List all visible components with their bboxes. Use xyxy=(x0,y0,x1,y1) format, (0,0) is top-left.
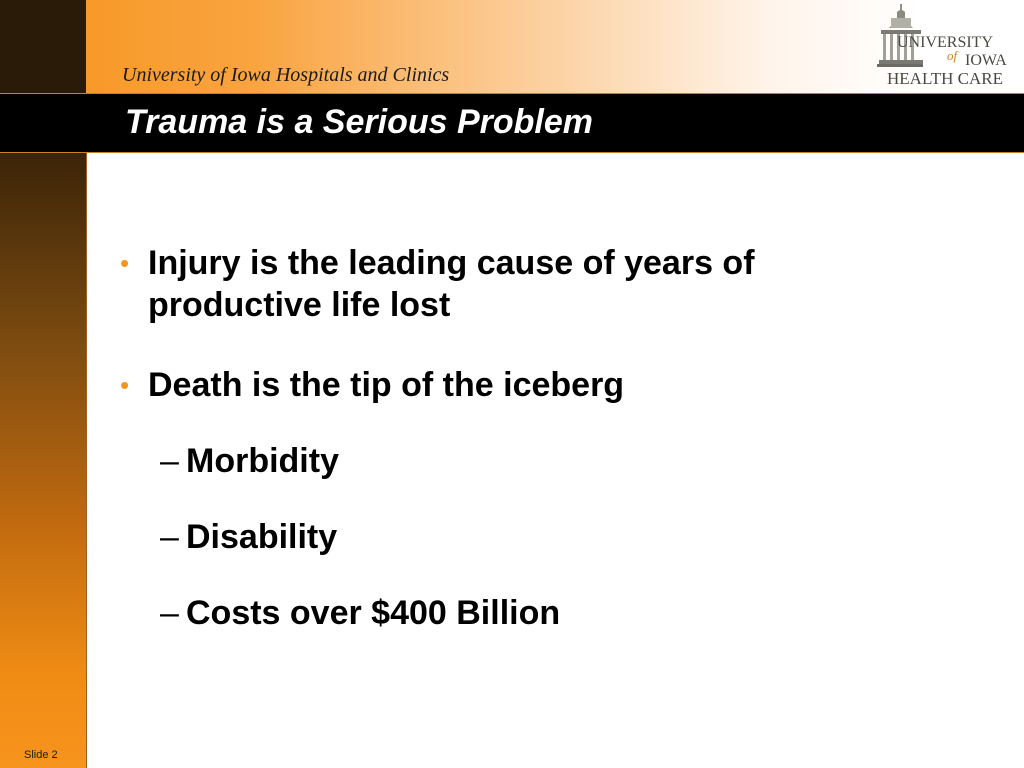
left-sidebar xyxy=(0,153,86,768)
sidebar-divider xyxy=(86,153,87,768)
logo-text-university: UNIVERSITY xyxy=(897,34,993,51)
sub-bullet-text: Costs over $400 Billion xyxy=(186,594,561,632)
sub-bullet-text: Disability xyxy=(186,518,338,556)
institution-subtitle: University of Iowa Hospitals and Clinics xyxy=(122,64,450,86)
bullet-text: Injury is the leading cause of years of productive life lost xyxy=(148,244,755,324)
sub-bullet-marker: – xyxy=(160,518,179,556)
corner-block xyxy=(0,0,86,93)
sub-bullet-marker: – xyxy=(160,594,179,632)
sub-bullet-text: Morbidity xyxy=(186,442,339,480)
bullet-marker: • xyxy=(120,370,130,400)
bullet-marker: • xyxy=(120,248,130,278)
logo-text-of: of xyxy=(947,48,958,63)
bullet-text: Death is the tip of the iceberg xyxy=(148,366,625,404)
slide-number: Slide 2 xyxy=(24,749,58,761)
slide-title: Trauma is a Serious Problem xyxy=(125,103,593,141)
logo-text-iowa: IOWA xyxy=(965,52,1007,69)
logo-text-health-care: HEALTH CARE xyxy=(887,69,1004,88)
university-health-care-logo xyxy=(877,4,1019,88)
sub-bullet-marker: – xyxy=(160,442,179,480)
